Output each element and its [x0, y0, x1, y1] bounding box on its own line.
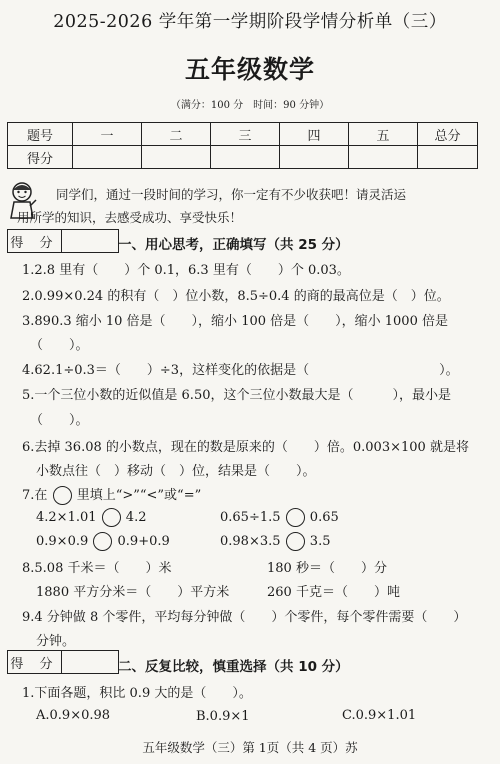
q7-item: [220, 508, 339, 527]
exam-title: 2025-2026 学年第一学期阶段学情分析单（三）: [53, 12, 447, 32]
question-9-line-2: 分钟。: [36, 634, 76, 649]
question-line: （ ）。: [30, 413, 89, 428]
q7-left-expr: 0.65÷1.5: [220, 510, 281, 525]
choice-option-c[interactable]: C.0.9×1.01: [342, 708, 417, 723]
score-blank-cell[interactable]: [73, 146, 142, 169]
section2-score-label: 得 分: [8, 651, 62, 673]
question-line: 1.2.8 里有（ ）个 0.1，6.3 里有（ ）个 0.03。: [22, 263, 350, 278]
compare-circle-blank[interactable]: [286, 508, 305, 527]
q7-right-expr: 3.5: [309, 534, 331, 549]
q7-left-expr: 4.2×1.01: [36, 510, 97, 525]
score-table-cell: 一: [73, 123, 142, 146]
q7-intro-text: 里填上“>”“<”或“=”: [76, 488, 202, 503]
q7-item: [36, 508, 146, 527]
score-table-cell: 总分: [418, 123, 478, 146]
choice-option-a[interactable]: A.0.9×0.98: [36, 708, 111, 723]
score-blank-cell[interactable]: [142, 146, 211, 169]
q8-item: 1880 平方分米＝（ ）平方米: [36, 585, 230, 600]
score-table-cell: 五: [349, 123, 418, 146]
score-table-cell: 题号: [8, 123, 73, 146]
score-table-cell: 四: [280, 123, 349, 146]
q8-item: 180 秒＝（ ）分: [267, 561, 387, 576]
q7-right-expr: 4.2: [125, 510, 147, 525]
q7-left-expr: 0.9×0.9: [36, 534, 89, 549]
score-table-header-row: [8, 123, 478, 146]
greeting-line-2: 用所学的知识，去感受成功、享受快乐！: [17, 210, 243, 225]
compare-circle-blank[interactable]: [93, 532, 112, 551]
question-line: 6.去掉 36.08 的小数点，现在的数是原来的（ ）倍。0.003×100 就是将: [22, 440, 469, 455]
score-table-cell: 二: [142, 123, 211, 146]
section2-title: 二、反复比较，慎重选择（共 10 分）: [118, 659, 349, 675]
section2-score-box: [7, 650, 119, 674]
score-blank-cell[interactable]: [211, 146, 280, 169]
exam-info: （满分：100 分 时间：90 分钟）: [170, 100, 330, 111]
q7-item: [36, 532, 170, 551]
q8-item: 8.5.08 千米＝（ ）米: [22, 561, 172, 576]
q7-right-expr: 0.65: [309, 510, 339, 525]
section1-score-blank[interactable]: [62, 230, 118, 252]
section2-question-1: 1.下面各题，积比 0.9 大的是（ ）。: [22, 686, 252, 701]
score-blank-cell[interactable]: [349, 146, 418, 169]
q7-intro-text: 7.在: [22, 488, 48, 503]
score-table-cell: 三: [211, 123, 280, 146]
exam-subject: 五年级数学: [184, 55, 315, 84]
compare-circle-blank[interactable]: [102, 508, 121, 527]
section1-score-label: 得 分: [8, 230, 62, 252]
question-line: 2.0.99×0.24 的积有（ ）位小数，8.5÷0.4 的商的最高位是（ ）位。: [22, 289, 450, 304]
question-line: 5.一个三位小数的近似值是 6.50，这个三位小数最大是（ ），最小是: [22, 388, 451, 403]
section1-score-box: [7, 229, 119, 253]
score-table: [7, 122, 478, 169]
score-blank-cell[interactable]: [418, 146, 478, 169]
q7-right-expr: 0.9+0.9: [117, 534, 170, 549]
choice-option-b[interactable]: B.0.9×1: [196, 709, 250, 724]
question-line: （ ）。: [30, 338, 89, 353]
question-9-line-1: 9.4 分钟做 8 个零件，平均每分钟做（ ）个零件，每个零件需要（ ）: [22, 610, 467, 625]
compare-circle-blank[interactable]: [286, 532, 305, 551]
compare-circle-icon: [53, 486, 72, 505]
question-line: 3.890.3 缩小 10 倍是（ ），缩小 100 倍是（ ），缩小 1000 倍是: [22, 314, 448, 329]
section2-score-blank[interactable]: [62, 651, 118, 673]
section1-title: 一、用心思考，正确填写（共 25 分）: [118, 237, 349, 253]
score-table-score-row: [8, 146, 478, 169]
greeting-line-1: 同学们，通过一段时间的学习，你一定有不少收获吧！请灵活运: [56, 187, 407, 202]
question-7-intro: [22, 484, 201, 505]
q7-left-expr: 0.98×3.5: [220, 534, 281, 549]
q7-item: [220, 532, 330, 551]
score-table-cell: 得分: [8, 146, 73, 169]
q8-item: 260 千克＝（ ）吨: [267, 585, 400, 600]
page-footer: 五年级数学（三）第 1页（共 4 页）苏: [142, 740, 358, 755]
question-line: 4.62.1÷0.3＝（ ）÷3，这样变化的依据是（ ）。: [22, 363, 459, 378]
question-line: 小数点往（ ）移动（ ）位，结果是（ ）。: [36, 464, 316, 479]
score-blank-cell[interactable]: [280, 146, 349, 169]
